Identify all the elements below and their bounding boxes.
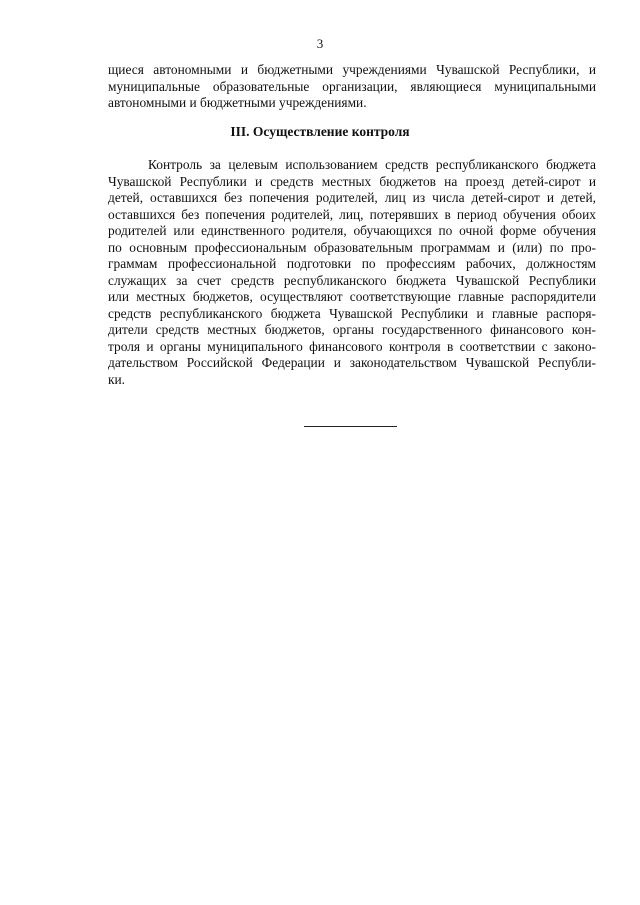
- text-line: средств республиканского бюджета Чувашской Республики и главные распоря-: [108, 305, 596, 321]
- text-line: детей, оставшихся без попечения родителей, лиц из числа детей-сирот и детей,: [108, 190, 596, 205]
- section-heading: III. Осуществление контроля: [230, 124, 410, 139]
- control-paragraph: [108, 157, 596, 388]
- text-line: или местных бюджетов, осуществляют соответствующие главные распорядители: [108, 289, 596, 304]
- text-line: оставшихся без попечения родителей, лиц, потерявших в период обучения обоих: [108, 206, 596, 222]
- end-divider: [304, 426, 397, 427]
- text-line: дательством Российской Федерации и законодательством Чувашской Республи-: [108, 355, 596, 370]
- text-line: щиеся автономными и бюджетными учреждениями Чувашской Республики, и: [108, 62, 596, 77]
- text-line: Чувашской Республики и средств местных бюджетов на проезд детей-сирот и: [108, 173, 596, 189]
- text-line: служащих за счет средств республиканского бюджета Чувашской Республики: [108, 272, 596, 288]
- text-line: дители средств местных бюджетов, органы государственного финансового кон-: [108, 322, 596, 337]
- text-line: по основным профессиональным образовательным программам и (или) по про-: [108, 239, 596, 255]
- text-line: муниципальные образовательные организации, являющиеся муниципальными: [108, 78, 596, 94]
- text-line: троля и органы муниципального финансового контроля в соответствии с законо-: [108, 338, 596, 354]
- text-line: ки.: [108, 371, 126, 387]
- text-line: Контроль за целевым использованием средств республиканского бюджета: [148, 157, 596, 172]
- text-line: автономными и бюджетными учреждениями.: [108, 95, 367, 110]
- text-line: родителей или единственного родителя, обучающихся по очной форме обучения: [108, 223, 596, 238]
- text-line: граммам профессиональной подготовки по профессиям рабочих, должностям: [108, 256, 596, 271]
- page-number: 3: [316, 36, 324, 51]
- continuation-paragraph: [108, 62, 596, 112]
